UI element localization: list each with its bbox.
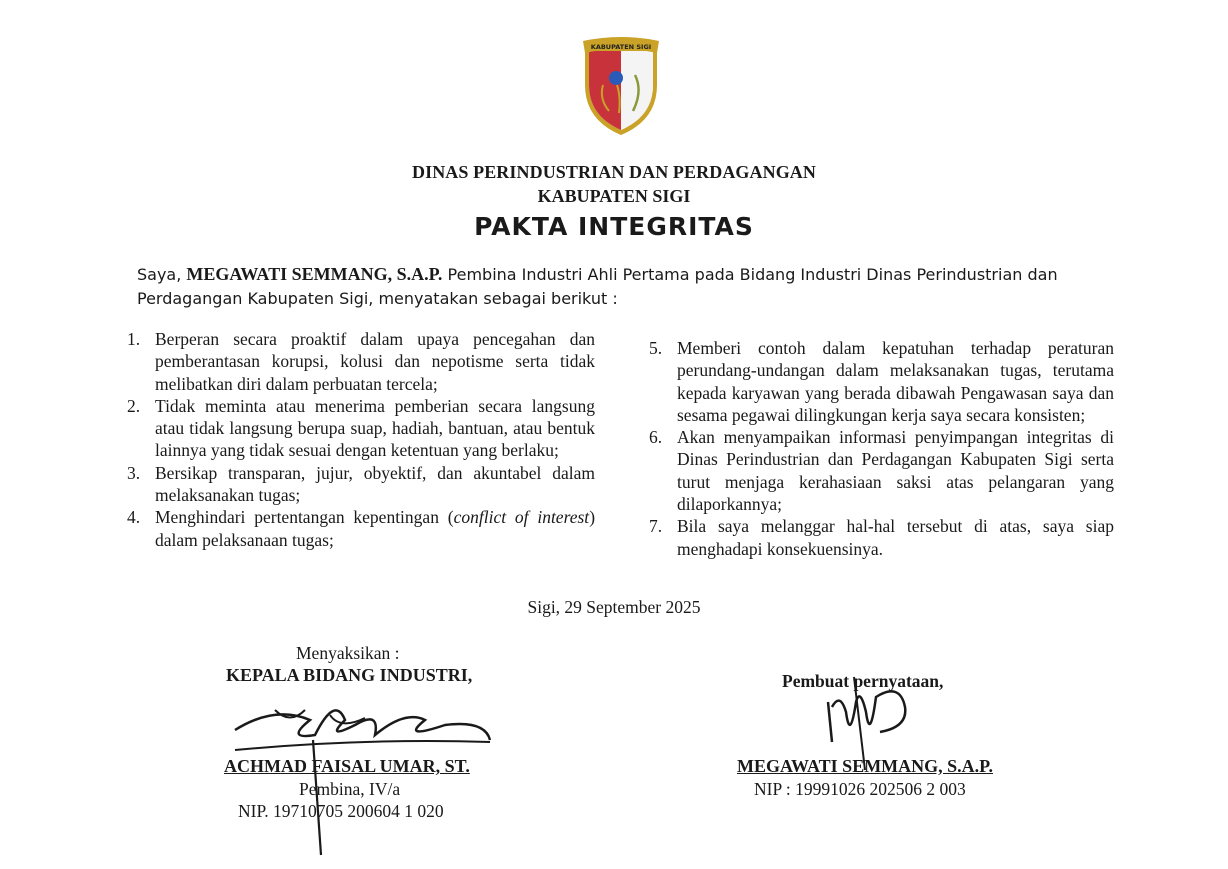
statement-number: 5. [649, 338, 663, 358]
intro-paragraph [137, 262, 1097, 311]
statement-item [127, 506, 595, 551]
kabupaten-sigi-logo [577, 35, 665, 137]
statement-number: 4. [127, 507, 141, 528]
statement-text: Bersikap transparan, jujur, obyektif, dan akuntabel dalam melaksanakan tugas; [155, 462, 595, 506]
org-name-line1: DINAS PERINDUSTRIAN DAN PERDAGANGAN [411, 162, 817, 182]
document-date: Sigi, 29 September 2025 [527, 597, 701, 617]
statement-item [127, 462, 595, 507]
witness-name: ACHMAD FAISAL UMAR, ST. [224, 756, 470, 776]
statement-number: 3. [127, 462, 141, 483]
statement-text-part: Menghindari pertentangan kepentingan ( [155, 507, 454, 528]
document-title: PAKTA INTEGRITAS [474, 212, 754, 241]
declarant-title: Pembuat pernyataan, [782, 671, 944, 691]
org-name-line2: KABUPATEN SIGI [537, 186, 691, 206]
intro-rest: Pembina Industri Ahli Pertama pada Bidang Industri Dinas Perindustrian dan Perdagangan Kabupaten Sigi, menyatakan sebagai berikut : [137, 265, 1058, 308]
statement-item [649, 426, 1114, 515]
witness-title: KEPALA BIDANG INDUSTRI, [226, 665, 473, 685]
statement-number: 7. [649, 516, 663, 537]
intro-name: MEGAWATI SEMMANG, S.A.P. [186, 264, 443, 284]
statement-number: 1. [127, 329, 141, 349]
declarant-nip: NIP : 19991026 202506 2 003 [754, 779, 966, 799]
statement-item [649, 337, 1114, 426]
statement-item [649, 515, 1114, 560]
statement-text: Bila saya melanggar hal-hal tersebut di atas, saya siap menghadapi konsekuensinya. [677, 516, 1114, 559]
statement-item [127, 328, 595, 395]
statement-text: Tidak meminta atau menerima pemberian secara langsung atau tidak langsung berupa suap, hadiah, bantuan, atau bentuk lainnya yang tidak sesuai dengan ketentuan yang berlaku; [155, 395, 595, 461]
intro-prefix: Saya, [137, 265, 187, 284]
statement-text [155, 506, 595, 551]
statement-list-left [127, 328, 595, 551]
statement-text: Berperan secara proaktif dalam upaya pencegahan dan pemberantasan korupsi, kolusi dan nepotisme serta tidak melibatkan diri dalam perbuatan tercela; [155, 329, 595, 394]
declarant-name: MEGAWATI SEMMANG, S.A.P. [737, 756, 994, 776]
witness-nip: NIP. 19710705 200604 1 020 [238, 801, 444, 821]
statement-text: Memberi contoh dalam kepatuhan terhadap peraturan perundang-undangan dalam melaksanakan tugas, terutama kepada karyawan yang berada dibawah Pengawasan saya dan sesama pegawai dilingkungan kerja saya secara konsisten; [677, 338, 1114, 425]
statement-list-right [649, 337, 1114, 560]
statement-number: 6. [649, 427, 663, 448]
witness-signature [215, 680, 515, 860]
svg-text:KABUPATEN SIGI: KABUPATEN SIGI [590, 43, 652, 51]
witness-rank: Pembina, IV/a [299, 779, 401, 799]
witness-label: Menyaksikan : [296, 643, 400, 663]
statement-number: 2. [127, 395, 141, 416]
statement-text-part: ) dalam pelaksanaan tugas; [155, 507, 596, 550]
statement-item [127, 395, 595, 462]
statement-text-italic: conflict of interest [453, 507, 590, 528]
declarant-signature [810, 672, 920, 772]
statement-text: Akan menyampaikan informasi penyimpangan integritas di Dinas Perindustrian dan Perdagangan Kabupaten Sigi serta turut menjaga kerahasiaan saksi atas pelangaran yang dilaporkannya; [677, 427, 1114, 515]
